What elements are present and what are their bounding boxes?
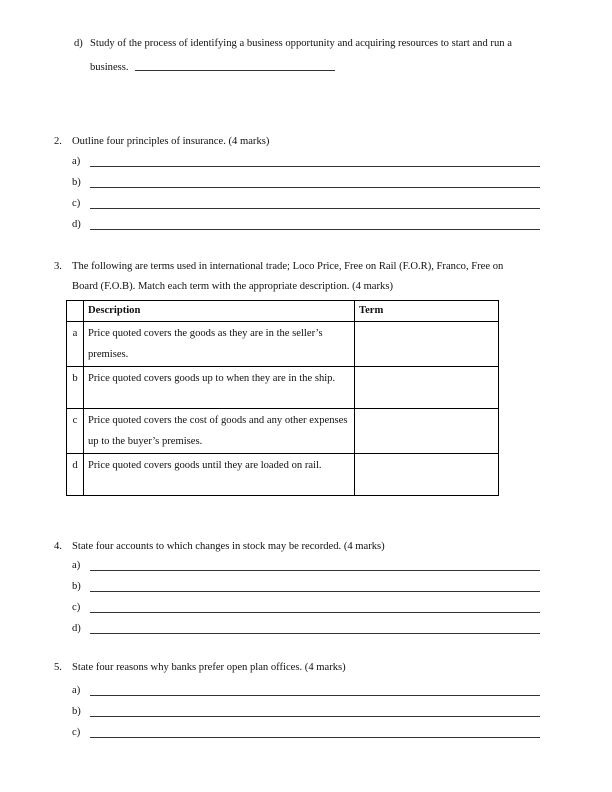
q1d-label: d) bbox=[74, 38, 83, 49]
answer-line[interactable] bbox=[90, 208, 540, 209]
answer-line[interactable] bbox=[90, 612, 540, 613]
row-letter: d bbox=[67, 454, 84, 496]
q2-item-a: a) bbox=[72, 156, 81, 167]
row-description: Price quoted covers goods up to when they are in the ship. bbox=[84, 367, 355, 409]
row-letter: a bbox=[67, 322, 84, 367]
row-description: Price quoted covers the goods as they are in the seller’s premises. bbox=[84, 322, 355, 367]
q5-number: 5. bbox=[54, 662, 62, 673]
header-term: Term bbox=[355, 301, 499, 322]
answer-line[interactable] bbox=[90, 570, 540, 571]
q4-item-c: c) bbox=[72, 602, 81, 613]
q5-item-c: c) bbox=[72, 727, 81, 738]
answer-line[interactable] bbox=[90, 716, 540, 717]
q2-item-b: b) bbox=[72, 177, 81, 188]
term-cell[interactable] bbox=[355, 367, 499, 409]
matching-table bbox=[66, 300, 499, 496]
q5-item-a: a) bbox=[72, 685, 81, 696]
term-cell[interactable] bbox=[355, 322, 499, 367]
answer-line[interactable] bbox=[135, 70, 335, 71]
q4-item-b: b) bbox=[72, 581, 81, 592]
q4-item-a: a) bbox=[72, 560, 81, 571]
q3-text: The following are terms used in international trade; Loco Price, Free on Rail (F.O.R), Franco, Free on bbox=[72, 261, 504, 272]
answer-line[interactable] bbox=[90, 737, 540, 738]
table-row bbox=[67, 454, 499, 496]
answer-line[interactable] bbox=[90, 166, 540, 167]
q2-item-d: d) bbox=[72, 219, 81, 230]
q3-number: 3. bbox=[54, 261, 62, 272]
row-letter: b bbox=[67, 367, 84, 409]
row-letter: c bbox=[67, 409, 84, 454]
row-description: Price quoted covers the cost of goods and any other expenses up to the buyer’s premises. bbox=[84, 409, 355, 454]
q2-text: Outline four principles of insurance. (4 marks) bbox=[72, 136, 270, 147]
q3-text-2: Board (F.O.B). Match each term with the appropriate description. (4 marks) bbox=[72, 281, 393, 292]
table-row bbox=[67, 367, 499, 409]
q4-number: 4. bbox=[54, 541, 62, 552]
q5-item-b: b) bbox=[72, 706, 81, 717]
table-header bbox=[67, 301, 499, 322]
answer-line[interactable] bbox=[90, 591, 540, 592]
answer-line[interactable] bbox=[90, 695, 540, 696]
table-row bbox=[67, 409, 499, 454]
q4-item-d: d) bbox=[72, 623, 81, 634]
q1d-text-2: business. bbox=[90, 62, 129, 73]
term-cell[interactable] bbox=[355, 454, 499, 496]
q1d-text: Study of the process of identifying a business opportunity and acquiring resources to start and run a bbox=[90, 38, 512, 49]
header-blank bbox=[67, 301, 84, 322]
q2-number: 2. bbox=[54, 136, 62, 147]
answer-line[interactable] bbox=[90, 633, 540, 634]
q2-item-c: c) bbox=[72, 198, 81, 209]
answer-line[interactable] bbox=[90, 187, 540, 188]
term-cell[interactable] bbox=[355, 409, 499, 454]
q4-text: State four accounts to which changes in stock may be recorded. (4 marks) bbox=[72, 541, 385, 552]
header-description: Description bbox=[84, 301, 355, 322]
row-description: Price quoted covers goods until they are loaded on rail. bbox=[84, 454, 355, 496]
q5-text: State four reasons why banks prefer open plan offices. (4 marks) bbox=[72, 662, 346, 673]
table-row bbox=[67, 322, 499, 367]
answer-line[interactable] bbox=[90, 229, 540, 230]
